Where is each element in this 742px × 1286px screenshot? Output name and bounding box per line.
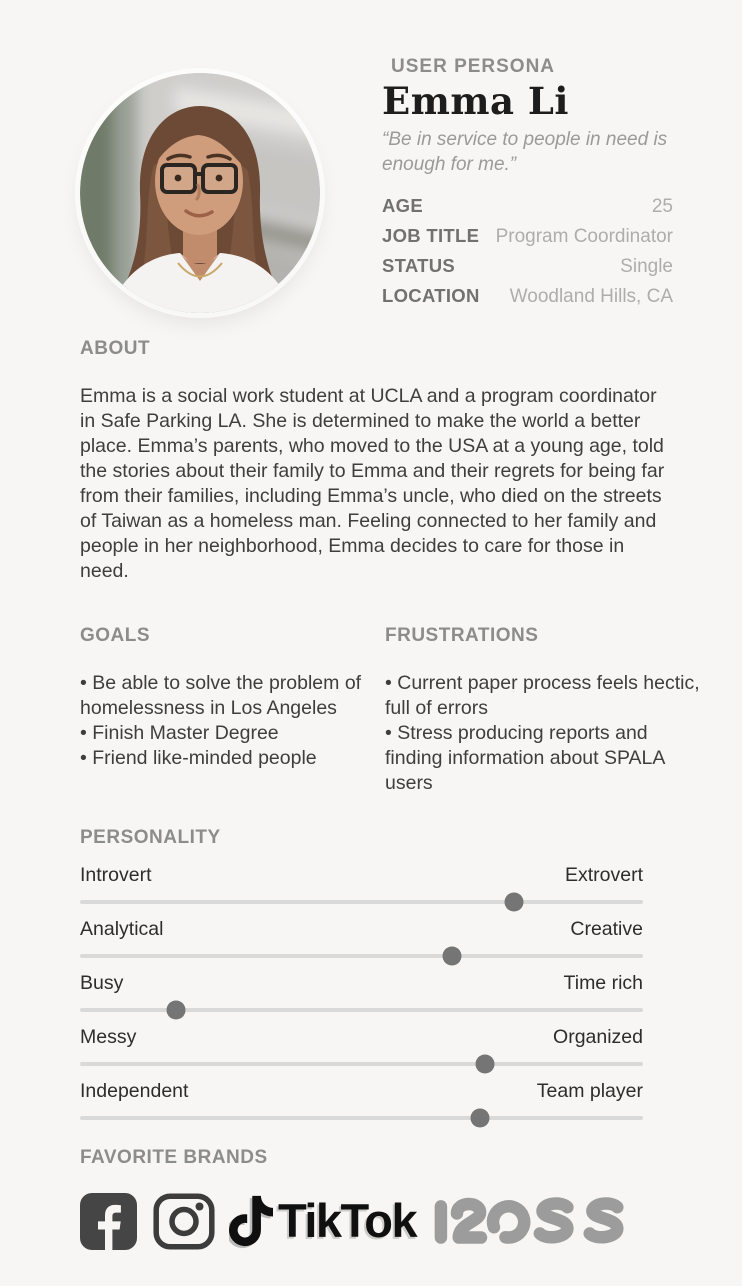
personality-slider-messy-organized [80,1025,643,1066]
about-section [80,337,672,584]
detail-value: 25 [651,196,673,217]
personality-slider-busy-timerich [80,971,643,1012]
avatar [80,73,320,313]
slider-track[interactable] [80,1062,643,1066]
instagram-icon [153,1193,215,1250]
goal-item: • Friend like-minded people [80,746,385,771]
detail-row-status [382,251,673,281]
detail-value: Program Coordinator [495,226,673,247]
about-title: ABOUT [80,338,151,359]
goal-item: • Be able to solve the problem of homelessness in Los Angeles [80,671,385,721]
favorite-brands-section [80,1146,672,1254]
slider-left-label: Independent [80,1080,189,1102]
detail-value: Woodland Hills, CA [509,286,673,307]
detail-row-location [382,281,673,311]
goals-column [80,624,385,796]
slider-knob[interactable] [166,1001,185,1020]
detail-label: JOB TITLE [382,225,480,246]
slider-track[interactable] [80,1116,643,1120]
slider-knob[interactable] [476,1055,495,1074]
detail-row-job-title [382,221,673,251]
intro-block [382,56,673,311]
personality-slider-independent-teamplayer [80,1079,643,1120]
slider-knob[interactable] [470,1109,489,1128]
detail-label: LOCATION [382,285,480,306]
slider-track[interactable] [80,1008,643,1012]
slider-knob[interactable] [504,893,523,912]
goals-list [80,671,385,771]
detail-label: STATUS [382,255,456,276]
frustrations-list [385,671,705,796]
tiktok-logo [229,1191,416,1251]
frustration-item: • Current paper process feels hectic, full of errors [385,671,705,721]
slider-track[interactable] [80,954,643,958]
persona-quote: “Be in service to people in need is enough for me.” [382,129,668,175]
personality-section [80,826,643,1120]
personality-slider-analytical-creative [80,917,643,958]
goals-frustrations-section [80,624,705,796]
goal-item: • Finish Master Degree [80,721,385,746]
detail-row-age [382,191,673,221]
tiktok-wordmark: TikTok [278,1194,417,1247]
persona-details [382,191,673,311]
persona-eyebrow: USER PERSONA [391,56,556,77]
avatar-photo [80,73,320,313]
frustrations-column [385,624,705,796]
frustrations-title: FRUSTRATIONS [385,625,539,646]
persona-name: Emma Li [382,79,569,123]
facebook-icon [80,1193,137,1250]
brand-logos-row [80,1188,672,1254]
slider-left-label: Messy [80,1026,137,1048]
favorite-brands-title: FAVORITE BRANDS [80,1147,268,1168]
slider-right-label: Team player [536,1080,643,1102]
ross-logo [432,1190,628,1253]
slider-left-label: Introvert [80,864,152,886]
goals-title: GOALS [80,625,151,646]
about-body: Emma is a social work student at UCLA and a program coordinator in Safe Parking LA. She is determined to make the world a better place. Emma’s parents, who moved to the USA at a young age, told the stories about their family to Emma and their regrets for being far from their families, including Emma’s uncle, who died on the streets of Taiwan as a homeless man. Feeling connected to her family and people in her neighborhood, Emma decides to care for those in need. [80,385,665,582]
slider-knob[interactable] [442,947,461,966]
slider-right-label: Organized [553,1026,643,1048]
detail-label: AGE [382,195,423,216]
tiktok-note-icon [229,1191,273,1251]
slider-left-label: Busy [80,972,124,994]
frustration-item: • Stress producing reports and finding information about SPALA users [385,721,705,796]
slider-right-label: Time rich [563,972,643,994]
personality-title: PERSONALITY [80,827,221,848]
personality-slider-introvert-extrovert [80,863,643,904]
slider-right-label: Extrovert [564,864,643,886]
header-section [0,0,742,313]
slider-right-label: Creative [570,918,643,940]
detail-value: Single [620,256,673,277]
slider-track[interactable] [80,900,643,904]
slider-left-label: Analytical [80,918,164,940]
